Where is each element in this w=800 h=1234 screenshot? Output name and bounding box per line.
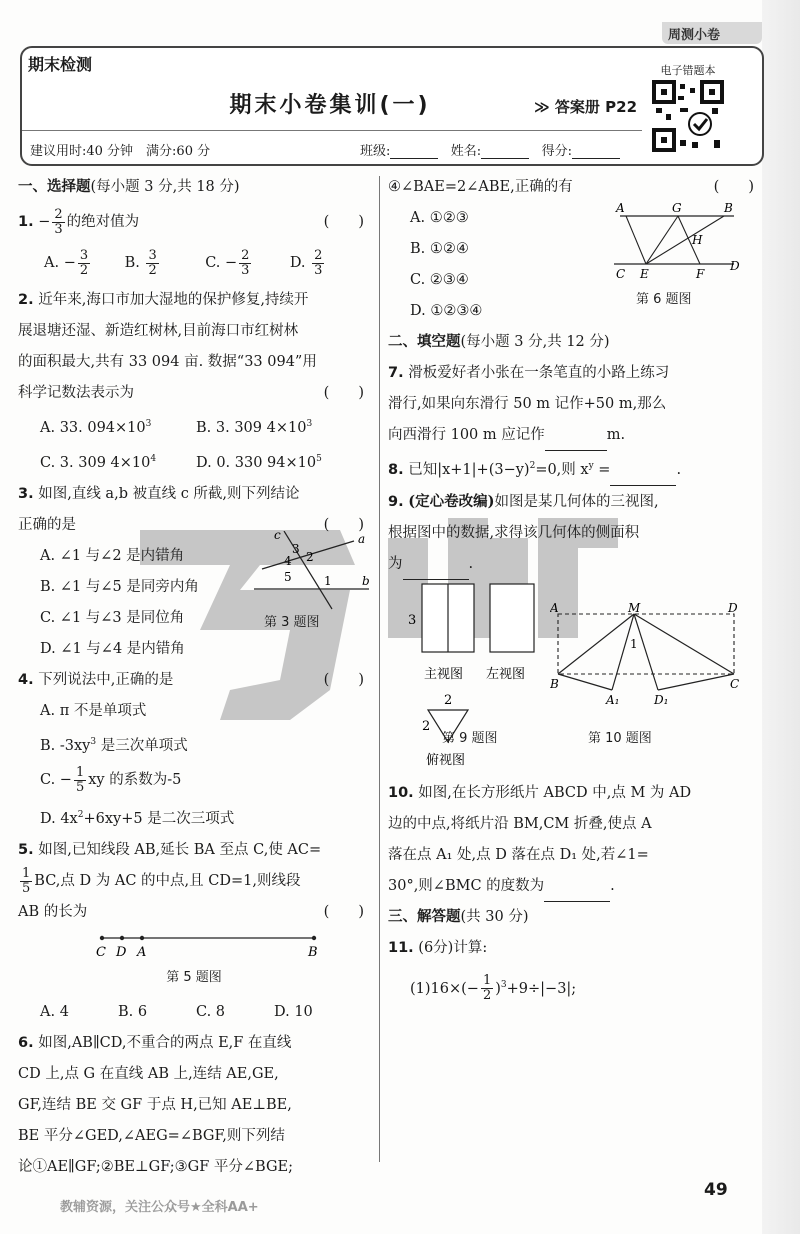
question-6: 6. 如图,AB∥CD,不重合的两点 E,F 在直线 CD 上,点 G 在直线 AB 上,连结 AE,GE, GF,连结 BE 交 GF 于点 H,已知 AE⊥BE, BE 平分∠GED,∠AEG=∠BGF,则下列结 论①AE∥GF;②BE⊥GF;③GF 平分∠BGE; [18, 1035, 294, 1176]
question-1-options: A. − $\frac{3}{2}$ B. $\frac{3}{2}$ C. − $\frac{2}{3}$ D. $\frac{2}{3}$ [44, 247, 323, 278]
qr-label: 电子错题本 [660, 64, 716, 77]
answer-paren[interactable]: ( ) [323, 385, 364, 401]
class-label: 班级: [360, 144, 391, 159]
section-fill-heading: 二、填空题(每小题 3 分,共 12 分) [388, 334, 610, 350]
answer-blank-9[interactable] [403, 567, 469, 580]
figure-5-caption: 第 5 题图 [166, 970, 222, 986]
svg-text:2: 2 [306, 549, 314, 564]
svg-text:G: G [672, 202, 682, 215]
question-8: 8. 已知$|x+1|+(3-y)^2=0$,则 $x^y$ = . [388, 451, 760, 486]
svg-text:A: A [616, 202, 625, 215]
figure-9-caption: 第 9 题图 [442, 731, 498, 746]
question-5: 5. 如图,已知线段 AB,延长 BA 至点 C,使 AC= $\frac{1}{5}$ BC,点 D 为 AC 的中点,且 CD=1,则线段 AB 的长为 ( ) C D A B 第 5 题图 A. 4 B. 6 C. 8 D. 10 [18, 835, 370, 1028]
svg-text:b: b [362, 573, 370, 588]
svg-text:H: H [692, 233, 703, 247]
figure-5-segment [18, 928, 358, 962]
answer-blank-7[interactable] [545, 438, 607, 451]
answer-paren[interactable]: ( ) [323, 516, 364, 533]
svg-text:c: c [274, 530, 281, 542]
svg-text:E: E [640, 267, 649, 280]
column-divider [379, 176, 380, 1162]
svg-text:3: 3 [408, 612, 417, 628]
qr-section [648, 62, 728, 156]
svg-text:1: 1 [324, 573, 332, 588]
question-10: 10. 如图,在长方形纸片 ABCD 中,点 M 为 AD 边的中点,将纸片沿 BM,CM 折叠,使点 A 落在点 A₁ 处,点 D 落在点 D₁ 处,若∠1= 30°,则∠BMC 的度数为 . [388, 778, 760, 902]
question-4: 4. 下列说法中,正确的是 ( ) A. π 不是单项式 B. $-3xy^3$ 是三次单项式 C. − $\frac{1}{5}$ xy 的系数为-5 D. $4x^2+6xy+5$ 是二次三项式 [18, 665, 370, 836]
svg-text:主视图: 主视图 [424, 666, 464, 682]
svg-text:4: 4 [284, 553, 292, 568]
left-column [18, 172, 370, 1183]
svg-text:C: C [616, 267, 626, 280]
question-3: 3. 如图,直线 a,b 被直线 c 所截,则下列结论 正确的是 ( ) A. ∠1 与∠2 是内错角 B. ∠1 与∠5 是同旁内角 C. ∠1 与∠3 是同位角 D. ∠1 与∠4 是内错角 c a b 3 4 2 5 1 第 3 题图 [18, 479, 370, 665]
name-blank [481, 146, 529, 159]
question-11: 11. (6分)计算: (1)16×(− $\frac{1}{2}$ )$^3$+9÷|−3|; [388, 939, 577, 1004]
figure-6-parallel-lines [612, 202, 742, 280]
svg-text:俯视图: 俯视图 [426, 752, 466, 768]
svg-text:A: A [137, 945, 147, 961]
footer-text: 教辅资源，关注公众号★全科AA+ [60, 1200, 259, 1215]
qr-code-icon[interactable] [652, 80, 724, 152]
question-7: 7. 滑板爱好者小张在一条笔直的小路上练习 滑行,如果向东滑行 50 m 记作+50 m,那么 向西滑行 100 m 应记作 m. [388, 358, 760, 451]
svg-text:2: 2 [444, 692, 453, 708]
name-label: 姓名: [450, 144, 482, 159]
answer-reference: ≫ 答案册 P22 [534, 98, 638, 116]
svg-text:1: 1 [630, 637, 638, 651]
right-column [388, 172, 760, 1005]
svg-text:B: B [550, 677, 559, 691]
figure-10-caption: 第 10 题图 [588, 731, 652, 746]
corner-label: 周测小卷 [668, 28, 721, 43]
answer-paren[interactable]: ( ) [713, 179, 754, 195]
page-number: 49 [704, 1180, 728, 1200]
score-label: 得分: [541, 144, 572, 159]
svg-text:D: D [116, 945, 127, 961]
svg-text:C: C [96, 945, 106, 961]
answer-paren[interactable]: ( ) [323, 904, 364, 921]
score-blank [572, 146, 620, 159]
figure-3-caption: 第 3 题图 [264, 614, 320, 630]
svg-text:D₁: D₁ [654, 693, 669, 707]
time-score-info: 建议用时:40 分钟 满分:60 分 [30, 144, 211, 159]
answer-blank-8[interactable] [610, 473, 676, 486]
svg-text:B: B [724, 202, 733, 215]
question-1: 1. − $\frac{2}{3}$ 的绝对值为 ( ) [18, 206, 364, 237]
question-2: 2. 近年来,海口市加大湿地的保护修复,持续开 展退塘还湿、新造红树林,目前海口市红树林 的面积最大,共有 33 094 亩. 数据“33 094”用 科学记数法表示为 ( ) A. 33. $094\times 10^3$ B. 3. 309 $4\times 10^3$ C. 3. 309 $4\times 10^4$ D. 0. 330 $94\times 10^5$ [18, 292, 364, 471]
svg-text:A: A [550, 602, 559, 615]
student-fields [360, 140, 620, 159]
answer-paren[interactable]: ( ) [323, 214, 364, 230]
answer-paren[interactable]: ( ) [323, 671, 364, 688]
svg-text:M: M [628, 602, 641, 615]
section-tag: 期末检测 [24, 52, 96, 75]
page-edge [762, 0, 800, 1234]
answer-blank-10[interactable] [544, 889, 610, 902]
section-choice-heading: 一、选择题(每小题 3 分,共 18 分) [18, 179, 240, 195]
header-divider [22, 130, 642, 131]
svg-text:a: a [358, 531, 366, 546]
figure-3-lines [254, 531, 374, 611]
svg-text:3: 3 [292, 541, 300, 556]
question-9: 9. (定心卷改编)如图是某几何体的三视图, 根据图中的数据,求得该几何体的侧面积 为 . 3 主视图 左视图 2 2 俯视图 [388, 492, 659, 768]
figure-10-rectangle-fold [550, 602, 750, 712]
svg-text:C: C [730, 677, 740, 691]
svg-text:F: F [696, 267, 705, 280]
figure-6-caption: 第 6 题图 [636, 292, 692, 307]
svg-text:左视图: 左视图 [486, 666, 526, 682]
svg-text:B: B [308, 945, 318, 961]
svg-text:2: 2 [422, 718, 431, 734]
class-blank [390, 146, 438, 159]
svg-text:A₁: A₁ [606, 693, 620, 707]
page-title: 期末小卷集训(一) [229, 93, 431, 118]
svg-text:D: D [728, 602, 738, 615]
question-6-continued: ④∠BAE=2∠ABE,正确的有 ( ) A. ①②③ B. ①②④ C. ②③④ D. ①②③④ A G B H C E F D 第 6 题图 [388, 172, 760, 327]
section-solve-heading: 三、解答题(共 30 分) [388, 908, 529, 925]
figure-10-area [550, 602, 760, 742]
svg-text:D: D [730, 259, 740, 273]
svg-text:5: 5 [284, 569, 292, 584]
